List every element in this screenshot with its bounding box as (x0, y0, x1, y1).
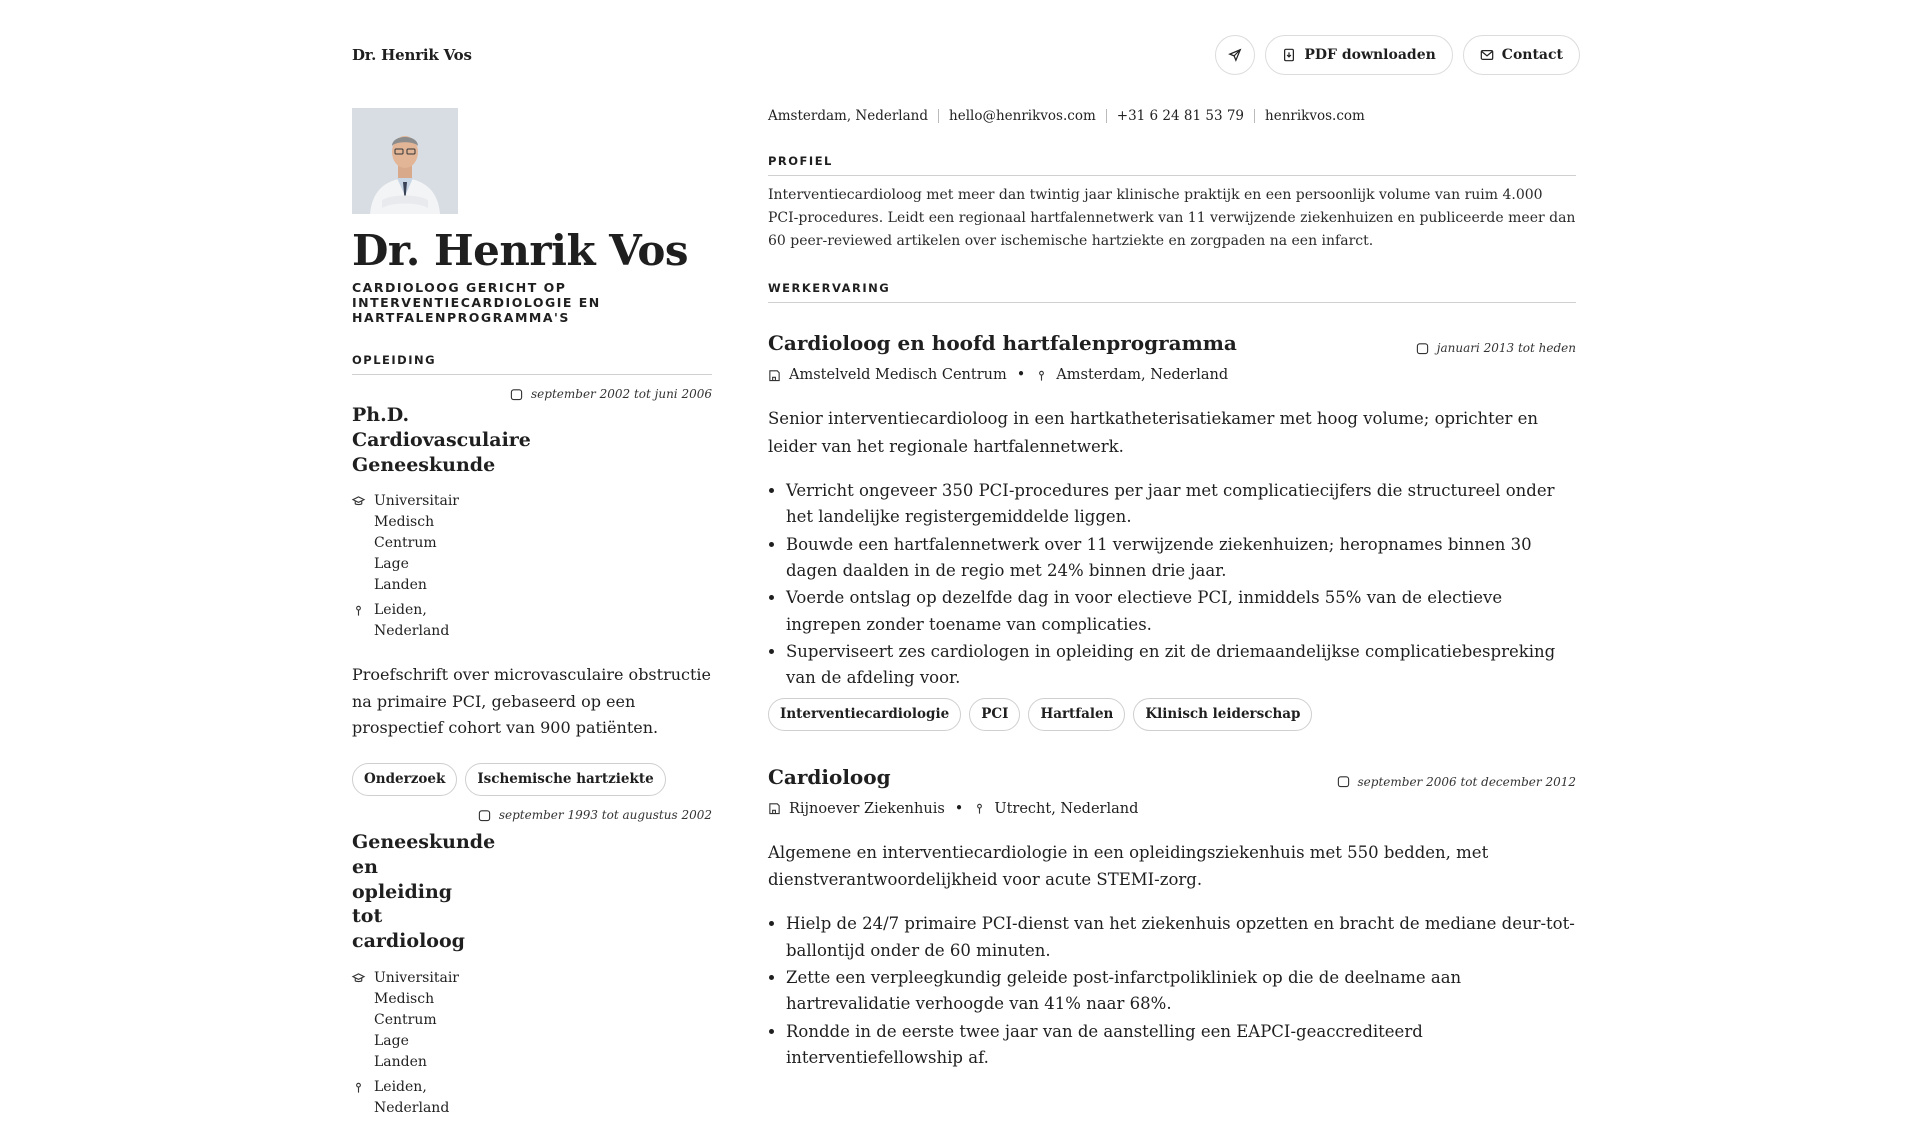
contact-email[interactable]: hello@henrikvos.com (949, 108, 1096, 124)
tag: Hartfalen (1028, 698, 1125, 731)
map-pin-icon (973, 802, 986, 815)
contact-label: Contact (1501, 47, 1563, 63)
divider (1254, 109, 1255, 123)
share-button[interactable] (1215, 35, 1255, 75)
job-org-line (768, 801, 1576, 817)
separator-dot: • (1016, 367, 1026, 384)
tag: PCI (969, 698, 1020, 731)
job-dates: januari 2013 tot heden (1416, 341, 1576, 355)
send-icon (1228, 48, 1242, 62)
calendar-icon (1416, 342, 1429, 355)
list-item: • Voerde ontslag op dezelfde dag in voor electieve PCI, inmiddels 55% van de electieve ingrepen zonder toename van complicaties. (786, 585, 1576, 638)
building-icon (768, 802, 781, 815)
education-title: Ph.D. Cardiovasculaire Geneeskunde (352, 404, 531, 476)
header-actions (1215, 35, 1580, 75)
tag: Klinisch leiderschap (1133, 698, 1312, 731)
profile-heading: PROFIEL (768, 154, 1576, 176)
pdf-download-label: PDF downloaden (1304, 47, 1436, 63)
institution-row: Universitair Medisch Centrum Lage Landen (352, 491, 712, 596)
right-column (768, 108, 1576, 1073)
experience-entry (768, 331, 1576, 731)
education-title: Geneeskunde en opleiding tot cardioloog (352, 831, 496, 953)
calendar-icon (478, 809, 491, 822)
list-item: • Verricht ongeveer 350 PCI-procedures per jaar met complicatiecijfers die structureel onder het landelijke registergemiddelde liggen. (786, 478, 1576, 531)
contact-phone[interactable]: +31 6 24 81 53 79 (1116, 108, 1245, 124)
header-name: Dr. Henrik Vos (352, 46, 472, 64)
profile-name: Dr. Henrik Vos (352, 226, 689, 275)
education-dates: september 1993 tot augustus 2002 (352, 808, 712, 822)
education-dates: september 2002 tot juni 2006 (352, 387, 712, 401)
calendar-icon (510, 388, 523, 401)
job-title: Cardioloog en hoofd hartfalenprogramma (768, 331, 1237, 356)
graduation-cap-icon (352, 972, 365, 985)
tag: Interventiecardiologie (768, 698, 961, 731)
job-description: Algemene en interventiecardiologie in een opleidingsziekenhuis met 550 bedden, met dienstverantwoordelijkheid voor acute STEMI-zorg. (768, 842, 1489, 890)
mail-icon (1480, 48, 1494, 62)
job-bullets (768, 478, 1576, 692)
experience-entry (768, 765, 1576, 1072)
job-org: Amstelveld Medisch Centrum (789, 367, 1007, 384)
job-bullets (768, 911, 1576, 1071)
list-item: • Zette een verpleegkundig geleide post-infarctpolikliniek op die de deelname aan hartrevalidatie verhoogde van 41% naar 68%. (786, 965, 1576, 1018)
map-pin-icon (352, 1081, 365, 1094)
job-description: Senior interventiecardioloog in een hartkatheterisatiekamer met hoog volume; oprichter en leider van het regionale hartfalennetwerk. (768, 409, 1539, 456)
experience-heading: WERKERVARING (768, 281, 1576, 303)
job-title: Cardioloog (768, 764, 891, 789)
job-org-line (768, 367, 1576, 383)
building-icon (768, 369, 781, 382)
profile-text: Interventiecardioloog met meer dan twintig jaar klinische praktijk en een persoonlijk volume van ruim 4.000 PCI-procedures. Leidt een regionaal hartfalennetwerk van 11 verwijzende ziekenhuizen en publiceerde meer dan 60 peer-reviewed artikelen over ischemische hartziekte en zorgpaden na een infarct. (768, 187, 1576, 250)
contact-location: Amsterdam, Nederland (768, 108, 929, 124)
avatar (352, 108, 458, 214)
education-entry (352, 387, 712, 796)
tag: Ischemische hartziekte (465, 763, 665, 796)
contact-website[interactable]: henrikvos.com (1265, 108, 1365, 124)
tag: Onderzoek (352, 763, 457, 796)
pdf-download-button[interactable] (1265, 35, 1452, 75)
list-item: • Rondde in de eerste twee jaar van de aanstelling een EAPCI-geaccrediteerd interventiefellowship af. (786, 1019, 1576, 1072)
divider (938, 109, 939, 123)
map-pin-icon (1035, 369, 1048, 382)
file-download-icon (1282, 48, 1296, 62)
location-row: Leiden, Nederland (352, 600, 712, 642)
contact-line (768, 108, 1576, 124)
graduation-cap-icon (352, 495, 365, 508)
contact-button[interactable] (1463, 35, 1580, 75)
education-meta (352, 491, 712, 642)
education-heading: OPLEIDING (352, 353, 712, 375)
list-item: • Bouwde een hartfalennetwerk over 11 verwijzende ziekenhuizen; heropnames binnen 30 dagen daalden in de regio met 24% binnen drie jaar. (786, 532, 1576, 585)
job-location: Utrecht, Nederland (994, 800, 1139, 817)
education-description: Proefschrift over microvasculaire obstructie na primaire PCI, gebaseerd op een prospectief cohort van 900 patiënten. (352, 665, 711, 738)
list-item: • Hielp de 24/7 primaire PCI-dienst van het ziekenhuis opzetten en bracht de mediane deur-tot-ballontijd onder de 60 minuten. (786, 911, 1576, 964)
education-entry (352, 808, 712, 1118)
education-tags (352, 763, 712, 796)
education-meta (352, 968, 712, 1119)
calendar-icon (1337, 775, 1350, 788)
job-tags (768, 698, 1576, 731)
job-org: Rijnoever Ziekenhuis (789, 800, 945, 817)
list-item: • Superviseert zes cardiologen in opleiding en zit de driemaandelijkse complicatiebespreking van de afdeling voor. (786, 639, 1576, 692)
profile-subtitle: CARDIOLOOG GERICHT OP INTERVENTIECARDIOLOGIE EN HARTFALENPROGRAMMA'S (352, 280, 601, 326)
divider (1106, 109, 1107, 123)
separator-dot: • (954, 800, 964, 817)
location-row: Leiden, Nederland (352, 1077, 712, 1119)
left-column (352, 108, 712, 1123)
institution-row: Universitair Medisch Centrum Lage Landen (352, 968, 712, 1073)
job-location: Amsterdam, Nederland (1056, 367, 1229, 384)
job-dates: september 2006 tot december 2012 (1337, 775, 1576, 789)
map-pin-icon (352, 604, 365, 617)
